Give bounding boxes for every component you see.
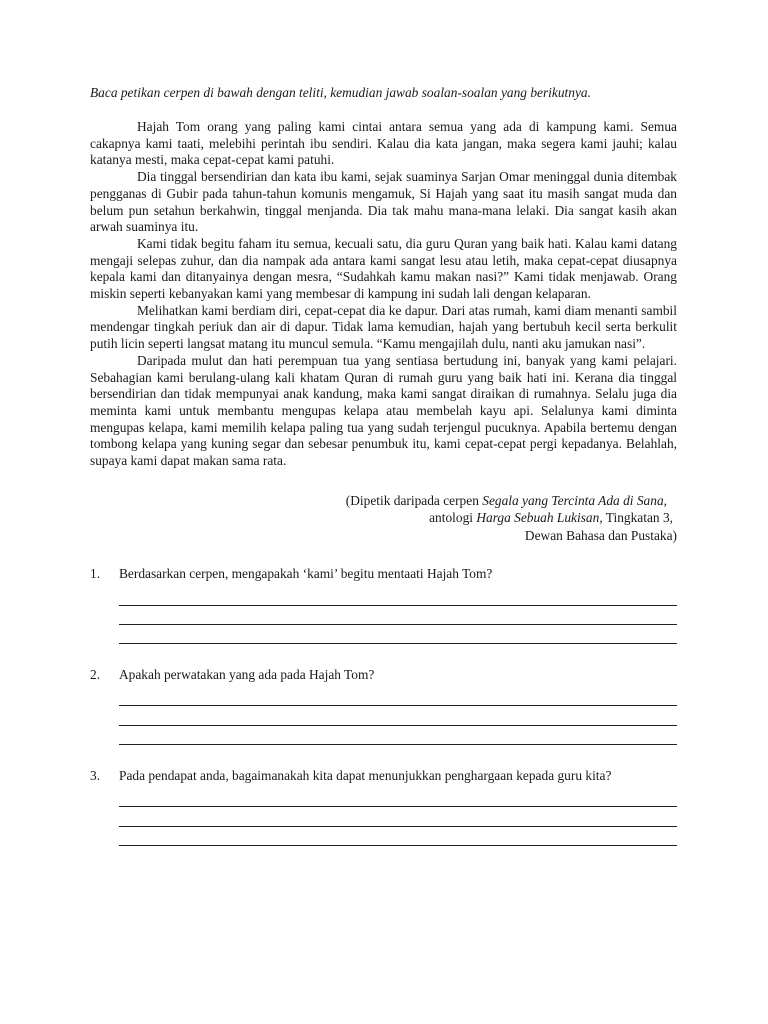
answer-line[interactable] — [119, 687, 677, 706]
story-paragraph: Melihatkan kami berdiam diri, cepat-cepat dia ke dapur. Dari atas rumah, kami diam menanti sambil mendengar tingkah periuk dan air di dapur. Tidak lama kemudian, hajah yang bertubuh kecil serta berkulit putih licin seperti langsat matang itu muncul semula. “Kamu mengajilah dulu, nanti aku jamukan nasi”. — [90, 302, 677, 352]
question-text: Berdasarkan cerpen, mengapakah ‘kami’ begitu mentaati Hajah Tom? — [119, 566, 493, 582]
citation-line-1: (Dipetik daripada cerpen Segala yang Tercinta Ada di Sana, — [345, 492, 667, 508]
story-title: Segala yang Tercinta Ada di Sana — [482, 492, 664, 508]
answer-line[interactable] — [119, 788, 677, 807]
answer-line[interactable] — [119, 827, 677, 846]
story-paragraph: Hajah Tom orang yang paling kami cintai antara semua yang ada di kampung kami. Semua cakapnya kami taati, melebihi perintah ibu sendiri. Kalau dia kata jangan, maka segera kami jauhi; kalau katanya mesti, maka cepat-cepat kami patuhi. — [90, 119, 677, 168]
answer-line[interactable] — [119, 586, 677, 605]
question-text: Pada pendapat anda, bagaimanakah kita dapat menunjukkan penghargaan kepada guru kita? — [119, 768, 612, 784]
story-paragraph: Daripada mulut dan hati perempuan tua yang sentiasa bertudung ini, banyak yang kami pelajari. Sebahagian kami berulang-ulang kali khatam Quran di rumah guru yang baik hati ini. Kerana dia tinggal bersendirian dan tidak mempunyai anak kandung, maka kami sangat diraikan di rumahnya. Selalu juga dia meminta kami untuk membantu mengupas kelapa atau membelah kayu api. Selalunya kami diminta mengupas kelapa, kami memilih kelapa paling tua yang sudah terjengul pucuknya. Apabila bertemu dengan tombong kelapa yang kuning segar dan sebesar penumbuk itu, kami cepat-cepat pergi kepadanya. Belahlah, supaya kami dapat makan sama rata. — [90, 352, 677, 469]
answer-area[interactable] — [119, 785, 677, 846]
question-3 — [90, 767, 677, 846]
worksheet-page — [90, 84, 677, 846]
answer-line[interactable] — [119, 726, 677, 745]
question-number: 3. — [90, 768, 101, 784]
question-number: 2. — [90, 667, 101, 683]
question-1 — [90, 565, 677, 644]
answer-area[interactable] — [119, 684, 677, 745]
answer-line[interactable] — [119, 706, 677, 725]
answer-line[interactable] — [119, 606, 677, 625]
citation-line-3: Dewan Bahasa dan Pustaka) — [524, 527, 677, 543]
question-number: 1. — [90, 566, 101, 582]
question-2 — [90, 666, 677, 745]
story-excerpt — [90, 119, 677, 470]
answer-line[interactable] — [119, 807, 677, 826]
anthology-title: Harga Sebuah Lukisan — [476, 510, 600, 526]
answer-line[interactable] — [119, 625, 677, 644]
citation-line-2: antologi Harga Sebuah Lukisan, Tingkatan 3, — [429, 510, 673, 526]
story-paragraph: Dia tinggal bersendirian dan kata ibu kami, sejak suaminya Sarjan Omar meninggal dunia ditembak pengganas di Gubir pada tahun-tahun komunis mengamuk, Si Hajah yang saat itu masih sangat muda dan belum pun setahun berkahwin, tinggal menjanda. Dia tak mahu mana-mana lelaki. Dia sangat kasih akan arwah suaminya itu. — [90, 169, 677, 235]
source-citation — [90, 492, 677, 545]
story-paragraph: Kami tidak begitu faham itu semua, kecuali satu, dia guru Quran yang baik hati. Kalau kami datang mengaji selepas zuhur, dan dia nampak ada antara kami sangat lesu atau letih, maka cepat-cepat diusapnya kepala kami dan ditanyainya dengan mesra, “Sudahkah kamu makan nasi?” Kami tidak menjawab. Orang miskin seperti kebanyakan kami yang membesar di kampung ini sudah lali dengan kelaparan. — [90, 235, 677, 302]
answer-area[interactable] — [119, 583, 677, 644]
instruction-text: Baca petikan cerpen di bawah dengan teliti, kemudian jawab soalan-soalan yang berikutnya. — [90, 85, 591, 100]
question-text: Apakah perwatakan yang ada pada Hajah Tom? — [119, 667, 375, 683]
